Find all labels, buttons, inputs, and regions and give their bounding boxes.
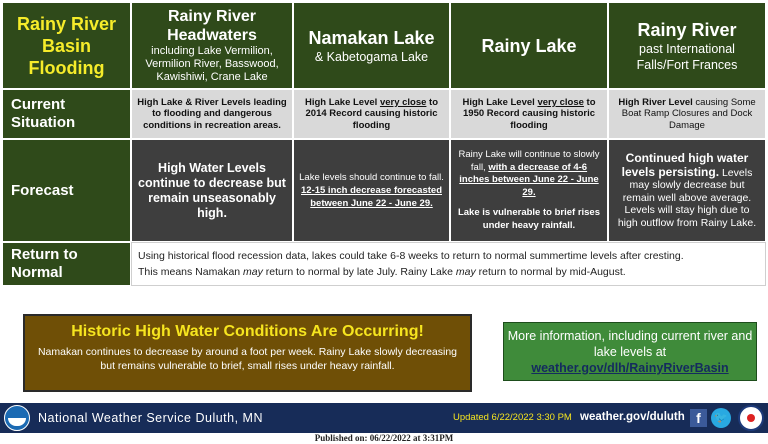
text-part: Rainy Lake will continue to slowly fall, [458,149,600,173]
italic-text: may [455,266,476,278]
text-part: return to normal by late July. Rainy Lake [262,266,456,278]
nws-logo-icon [738,405,764,431]
noaa-logo-icon [4,405,30,431]
text-part: to 1950 Record causing historic flooding [463,96,596,131]
underlined-text: with a decrease of 4-6 inches between June 22 - June 29. [459,161,599,198]
forecast-rainy-lake [450,139,608,242]
current-rainy-river [608,89,766,139]
current-rainy-lake [450,89,608,139]
column-title: Namakan Lake [308,27,435,48]
text-part: causing Some Boat Ramp Closures and Dock Damage [621,96,756,131]
text-part: This means Namakan [138,266,244,278]
office-name: National Weather Service Duluth, MN [38,411,263,425]
vulnerability-note: Lake is vulnerable to brief rises under heavy rainfall. [457,207,601,231]
underlined-text: very close [537,96,584,108]
facebook-icon[interactable]: f [690,409,707,427]
text-part: High Lake Level [462,96,538,108]
text-part: Lake levels should continue to fall. [299,172,444,183]
column-header-rainy-river [608,2,766,89]
forecast-namakan [293,139,450,242]
forecast-rainy-river [608,139,766,242]
row-label-forecast: Forecast [2,139,131,242]
footer-bar [0,403,768,433]
updated-timestamp: Updated 6/22/2022 3:30 PM [453,412,572,423]
text-part: to 2014 Record causing historic flooding [305,96,439,131]
more-info-box [503,322,757,381]
text-part: Using historical flood recession data, lakes could take 6-8 weeks to return to normal summertime levels after cresting. [138,250,684,262]
current-headwaters: High Lake & River Levels leading to flooding and dangerous conditions in recreation areas. [131,89,293,139]
column-header-headwaters [131,2,293,89]
italic-text: may [243,266,263,278]
column-subtitle: & Kabetogama Lake [314,49,429,64]
column-header-namakan [293,2,450,89]
forecast-headwaters: High Water Levels continue to decrease but remain unseasonably high. [131,139,293,242]
text-part: return to normal by mid-August. [475,266,626,278]
bold-text: Continued high water levels persisting. [621,151,749,179]
bold-text: High River Level [618,96,693,108]
historic-conditions-alert [23,314,472,392]
flood-table [2,2,766,286]
text-part: High Lake Level [304,96,380,108]
text-part: Levels may slowly decrease but remain well above average. Levels will stay high due to high outflow from Rainy Lake. [617,166,757,229]
rainy-river-basin-link[interactable]: weather.gov/dlh/RainyRiverBasin [531,361,729,375]
underlined-text: very close [379,96,427,108]
alert-body: Namakan continues to decrease by around a foot per week. Rainy Lake slowly decreasing but remains vulnerable to brief, small rises under heavy rainfall. [37,346,458,372]
column-header-rainy-lake [450,2,608,89]
published-date: Published on: 06/22/2022 at 3:31PM [314,433,454,443]
column-subtitle: including Lake Vermilion, Vermilion River, Basswood, Kawishiwi, Crane Lake [145,45,279,83]
underlined-text: 12-15 inch decrease forecasted between June 22 - June 29. [301,185,442,209]
column-subtitle: past International Falls/Fort Frances [636,41,738,72]
row-label-return: Return to Normal [2,242,131,286]
current-namakan [293,89,450,139]
return-to-normal-text [131,242,766,286]
info-text: More information, including current river and lake levels at [507,329,753,359]
website-link[interactable]: weather.gov/duluth [580,411,685,423]
twitter-icon[interactable]: 🐦 [711,408,731,428]
column-title: Rainy Lake [481,35,577,56]
column-title: Rainy River Headwaters [167,8,257,44]
table-corner-title: Rainy River Basin Flooding [2,2,131,89]
column-title: Rainy River [637,19,737,40]
row-label-current: Current Situation [2,89,131,139]
alert-title: Historic High Water Conditions Are Occurring! [71,323,424,340]
